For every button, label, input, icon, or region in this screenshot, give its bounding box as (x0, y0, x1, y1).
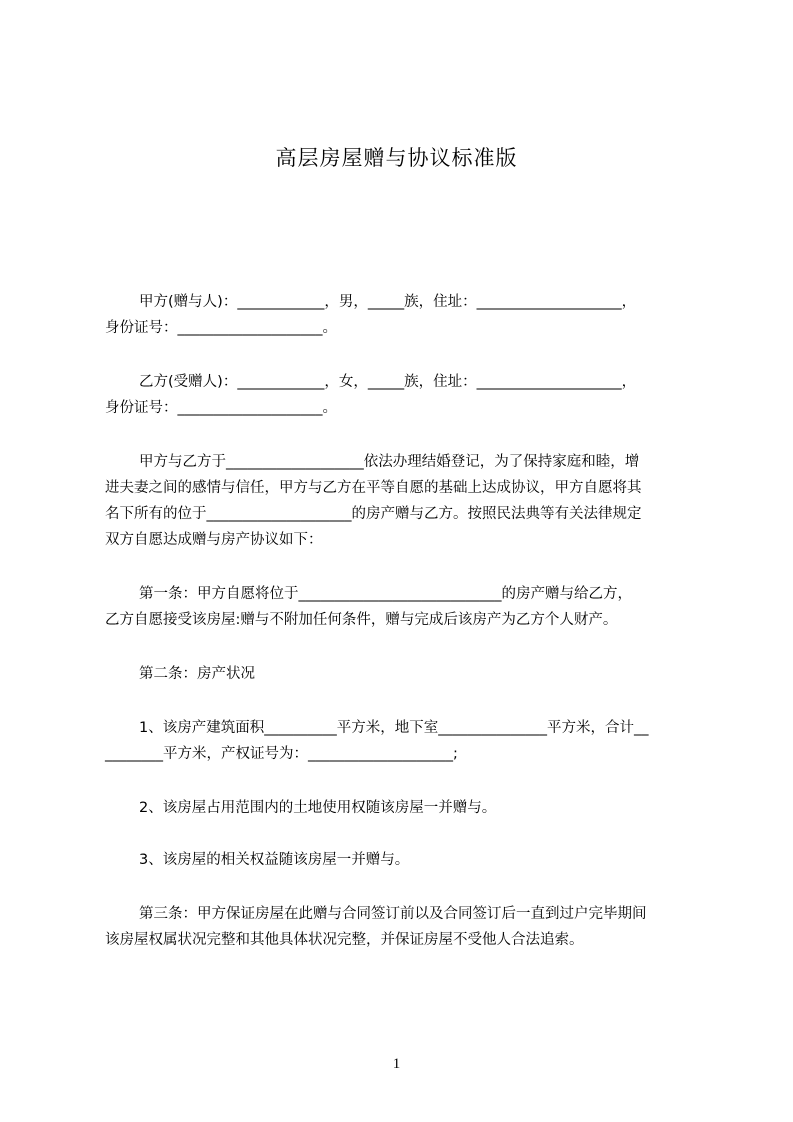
preamble-line-3: 名下所有的位于____________________的房产赠与乙方。按照民法典等有关法律规定 (105, 506, 642, 522)
preamble-line-2: 进夫妻之间的感情与信任，甲方与乙方在平等自愿的基础上达成协议，甲方自愿将其 (105, 480, 642, 496)
preamble-line-1: 甲方与乙方于___________________依法办理结婚登记，为了保持家庭和睦，增 (139, 454, 640, 470)
article-3-line-1: 第三条：甲方保证房屋在此赠与合同签订前以及合同签订后一直到过户完毕期间 (139, 906, 647, 922)
article-2-item-2: 2、该房屋占用范围内的土地使用权随该房屋一并赠与。 (139, 800, 497, 816)
party-a-line-1: 甲方(赠与人)：____________，男，_____族，住址：____________________， (139, 294, 637, 310)
article-2-item-1-line-2: ________平方米，产权证号为：____________________; (105, 746, 458, 762)
preamble-line-4: 双方自愿达成赠与房产协议如下： (105, 532, 323, 548)
document-title: 高层房屋赠与协议标准版 (275, 146, 518, 170)
article-1-line-1: 第一条：甲方自愿将位于____________________________的房产赠与给乙方， (139, 586, 632, 602)
article-2-item-1-line-1: 1、该房产建筑面积__________平方米，地下室_______________平方米，合计__ (139, 720, 649, 736)
party-b-line-2: 身份证号：____________________。 (105, 400, 337, 416)
article-2-heading: 第二条：房产状况 (139, 666, 255, 682)
party-b-line-1: 乙方(受赠人)：____________，女，_____族，住址：____________________， (139, 374, 637, 390)
party-a-line-2: 身份证号：____________________。 (105, 320, 337, 336)
article-2-item-3: 3、该房屋的相关权益随该房屋一并赠与。 (139, 852, 410, 868)
page-number: 1 (392, 1056, 401, 1072)
article-1-line-2: 乙方自愿接受该房屋:赠与不附加任何条件，赠与完成后该房产为乙方个人财产。 (105, 612, 618, 628)
article-3-line-2: 该房屋权属状况完整和其他具体状况完整，并保证房屋不受他人合法追索。 (105, 932, 584, 948)
